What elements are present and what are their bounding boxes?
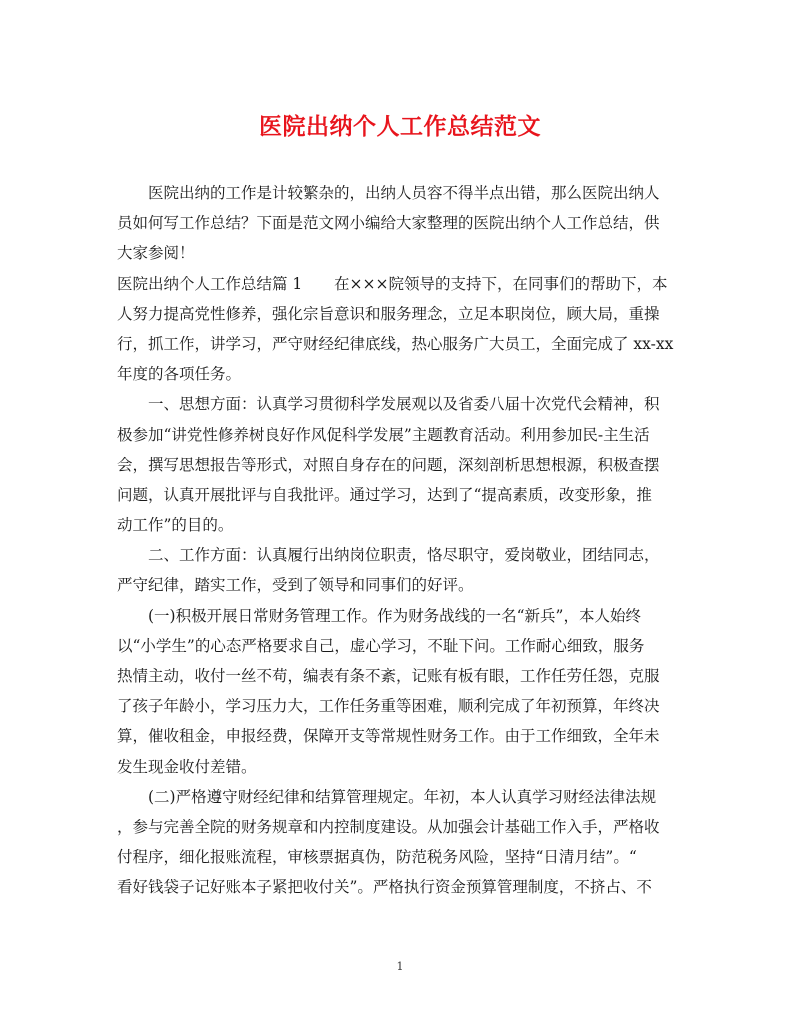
paragraph-line: (二)严格遵守财经纪律和结算管理规定。年初，本人认真学习财经法律法规: [148, 787, 657, 806]
paragraph-line: 大家参阅！: [117, 244, 195, 263]
document-body: [117, 178, 683, 903]
paragraph-line: 二、工作方面：认真履行出纳岗位职责，恪尽职守，爱岗敬业，团结同志，: [148, 546, 660, 565]
document-title: 医院出纳个人工作总结范文: [259, 113, 541, 140]
paragraph-line: 严守纪律，踏实工作，受到了领导和同事们的好评。: [117, 576, 474, 595]
paragraph-line: 发生现金收付差错。: [117, 757, 257, 776]
paragraph-line: 行，抓工作，讲学习，严守财经纪律底线，热心服务广大员工，全面完成了 xx-xx: [117, 334, 674, 353]
paragraph-line: 了孩子年龄小，学习压力大，工作任务重等困难，顺利完成了年初预算，年终决: [117, 697, 660, 716]
paragraph-line: (一)积极开展日常财务管理工作。作为财务战线的一名“新兵”，本人始终: [148, 606, 641, 625]
paragraph-line: 人努力提高党性修养，强化宗旨意识和服务理念，立足本职岗位，顾大局，重操: [117, 304, 660, 323]
paragraph-line: 极参加“讲党性修养树良好作风促科学发展”主题教育活动。利用参加民-主生活: [117, 425, 650, 444]
paragraph-line: 医院出纳的工作是计较繁杂的，出纳人员容不得半点出错，那么医院出纳人: [148, 184, 660, 202]
paragraph-line: 年度的各项任务。: [117, 365, 242, 384]
paragraph-line: 在×××院领导的支持下，在同事们的帮助下，本: [334, 274, 668, 293]
paragraph-line: 热情主动，收付一丝不苟，编表有条不紊，记账有板有眼，工作任劳任怨，克服: [117, 667, 660, 685]
paragraph-line: 以“小学生”的心态严格要求自己，虚心学习，不耻下问。工作耐心细致，服务: [117, 636, 645, 655]
paragraph-line: 一、思想方面：认真学习贯彻科学发展观以及省委八届十次党代会精神，积: [148, 395, 660, 414]
paragraph-line: 问题，认真开展批评与自我批评。通过学习，达到了“提高素质，改变形象，推: [117, 485, 652, 504]
paragraph-line: 会，撰写思想报告等形式，对照自身存在的问题，深刻剖析思想根源，积极查摆: [117, 455, 660, 474]
paragraph-line: 动工作”的目的。: [117, 516, 234, 535]
paragraph-line: 付程序，细化报账流程，审核票据真伪，防范税务风险，坚持“日清月结”。“: [117, 848, 637, 867]
section-line: [117, 269, 683, 299]
paragraph-line: ，参与完善全院的财务规章和内控制度建设。从加强会计基础工作入手，严格收: [117, 817, 660, 836]
paragraph-line: 看好钱袋子记好账本子紧把收付关”。严格执行资金预算管理制度，不挤占、不: [117, 878, 652, 897]
page-number: 1: [396, 960, 404, 973]
section-heading: 医院出纳个人工作总结篇 1: [117, 274, 303, 293]
paragraph-line: 员如何写工作总结？下面是范文网小编给大家整理的医院出纳个人工作总结，供: [117, 214, 660, 233]
paragraph-line: 算，催收租金，申报经费，保障开支等常规性财务工作。由于工作细致，全年未: [117, 727, 660, 746]
